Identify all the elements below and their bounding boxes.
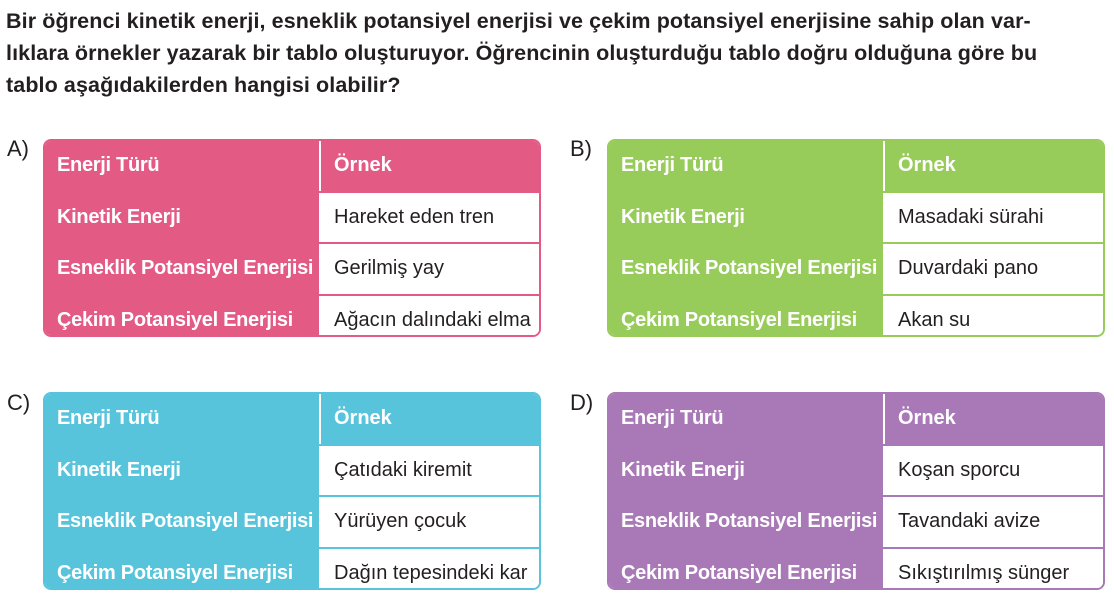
header-example: Örnek [319,141,539,191]
header-energy-type: Enerji Türü [609,141,883,191]
table-row [609,547,1103,591]
header-example: Örnek [883,394,1103,444]
energy-type-cell: Çekim Potansiyel Enerjisi [45,549,319,591]
table-row [45,191,539,243]
option-b-label[interactable]: B) [570,136,592,161]
energy-type-cell: Kinetik Enerji [609,193,883,243]
header-energy-type: Enerji Türü [609,394,883,444]
example-cell: Gerilmiş yay [319,244,539,294]
question-text [6,5,1110,101]
table-row [609,191,1103,243]
option-c-table[interactable] [43,392,541,590]
table-row [609,444,1103,496]
example-cell: Akan su [883,296,1103,338]
example-cell: Tavandaki avize [883,497,1103,547]
question-line: tablo aşağıdakilerden hangisi olabilir? [6,73,401,97]
example-cell: Dağın tepesindeki kar [319,549,539,591]
energy-type-cell: Çekim Potansiyel Enerjisi [45,296,319,338]
energy-type-cell: Kinetik Enerji [45,446,319,496]
option-b-table[interactable] [607,139,1105,337]
table-header-row [45,141,539,191]
example-cell: Yürüyen çocuk [319,497,539,547]
option-d-label[interactable]: D) [570,390,594,415]
energy-type-cell: Kinetik Enerji [45,193,319,243]
table-header-row [609,141,1103,191]
table-row [609,495,1103,547]
header-energy-type: Enerji Türü [45,141,319,191]
example-cell: Masadaki sürahi [883,193,1103,243]
energy-type-cell: Esneklik Potansiyel Enerjisi [45,497,319,547]
table-header-row [609,394,1103,444]
question-line: lıklara örnekler yazarak bir tablo oluşturuyor. Öğrencinin oluşturduğu tablo doğru olduğuna göre bu [6,41,1038,65]
table-row [45,294,539,338]
header-example: Örnek [319,394,539,444]
table-header-row [45,394,539,444]
table-row [45,242,539,294]
table-row [609,242,1103,294]
header-energy-type: Enerji Türü [45,394,319,444]
example-cell: Hareket eden tren [319,193,539,243]
energy-type-cell: Esneklik Potansiyel Enerjisi [609,244,883,294]
energy-type-cell: Esneklik Potansiyel Enerjisi [45,244,319,294]
option-d-table[interactable] [607,392,1105,590]
example-cell: Ağacın dalındaki elma [319,296,539,338]
table-row [45,547,539,591]
example-cell: Sıkıştırılmış sünger [883,549,1103,591]
example-cell: Duvardaki pano [883,244,1103,294]
energy-type-cell: Kinetik Enerji [609,446,883,496]
example-cell: Çatıdaki kiremit [319,446,539,496]
table-row [45,444,539,496]
option-c-label[interactable]: C) [7,390,31,415]
question-line: Bir öğrenci kinetik enerji, esneklik potansiyel enerjisi ve çekim potansiyel enerjisine sahip olan var- [6,9,1031,33]
option-a-table[interactable] [43,139,541,337]
energy-type-cell: Çekim Potansiyel Enerjisi [609,549,883,591]
table-row [609,294,1103,338]
example-cell: Koşan sporcu [883,446,1103,496]
energy-type-cell: Esneklik Potansiyel Enerjisi [609,497,883,547]
table-row [45,495,539,547]
header-example: Örnek [883,141,1103,191]
energy-type-cell: Çekim Potansiyel Enerjisi [609,296,883,338]
option-a-label[interactable]: A) [7,136,29,161]
